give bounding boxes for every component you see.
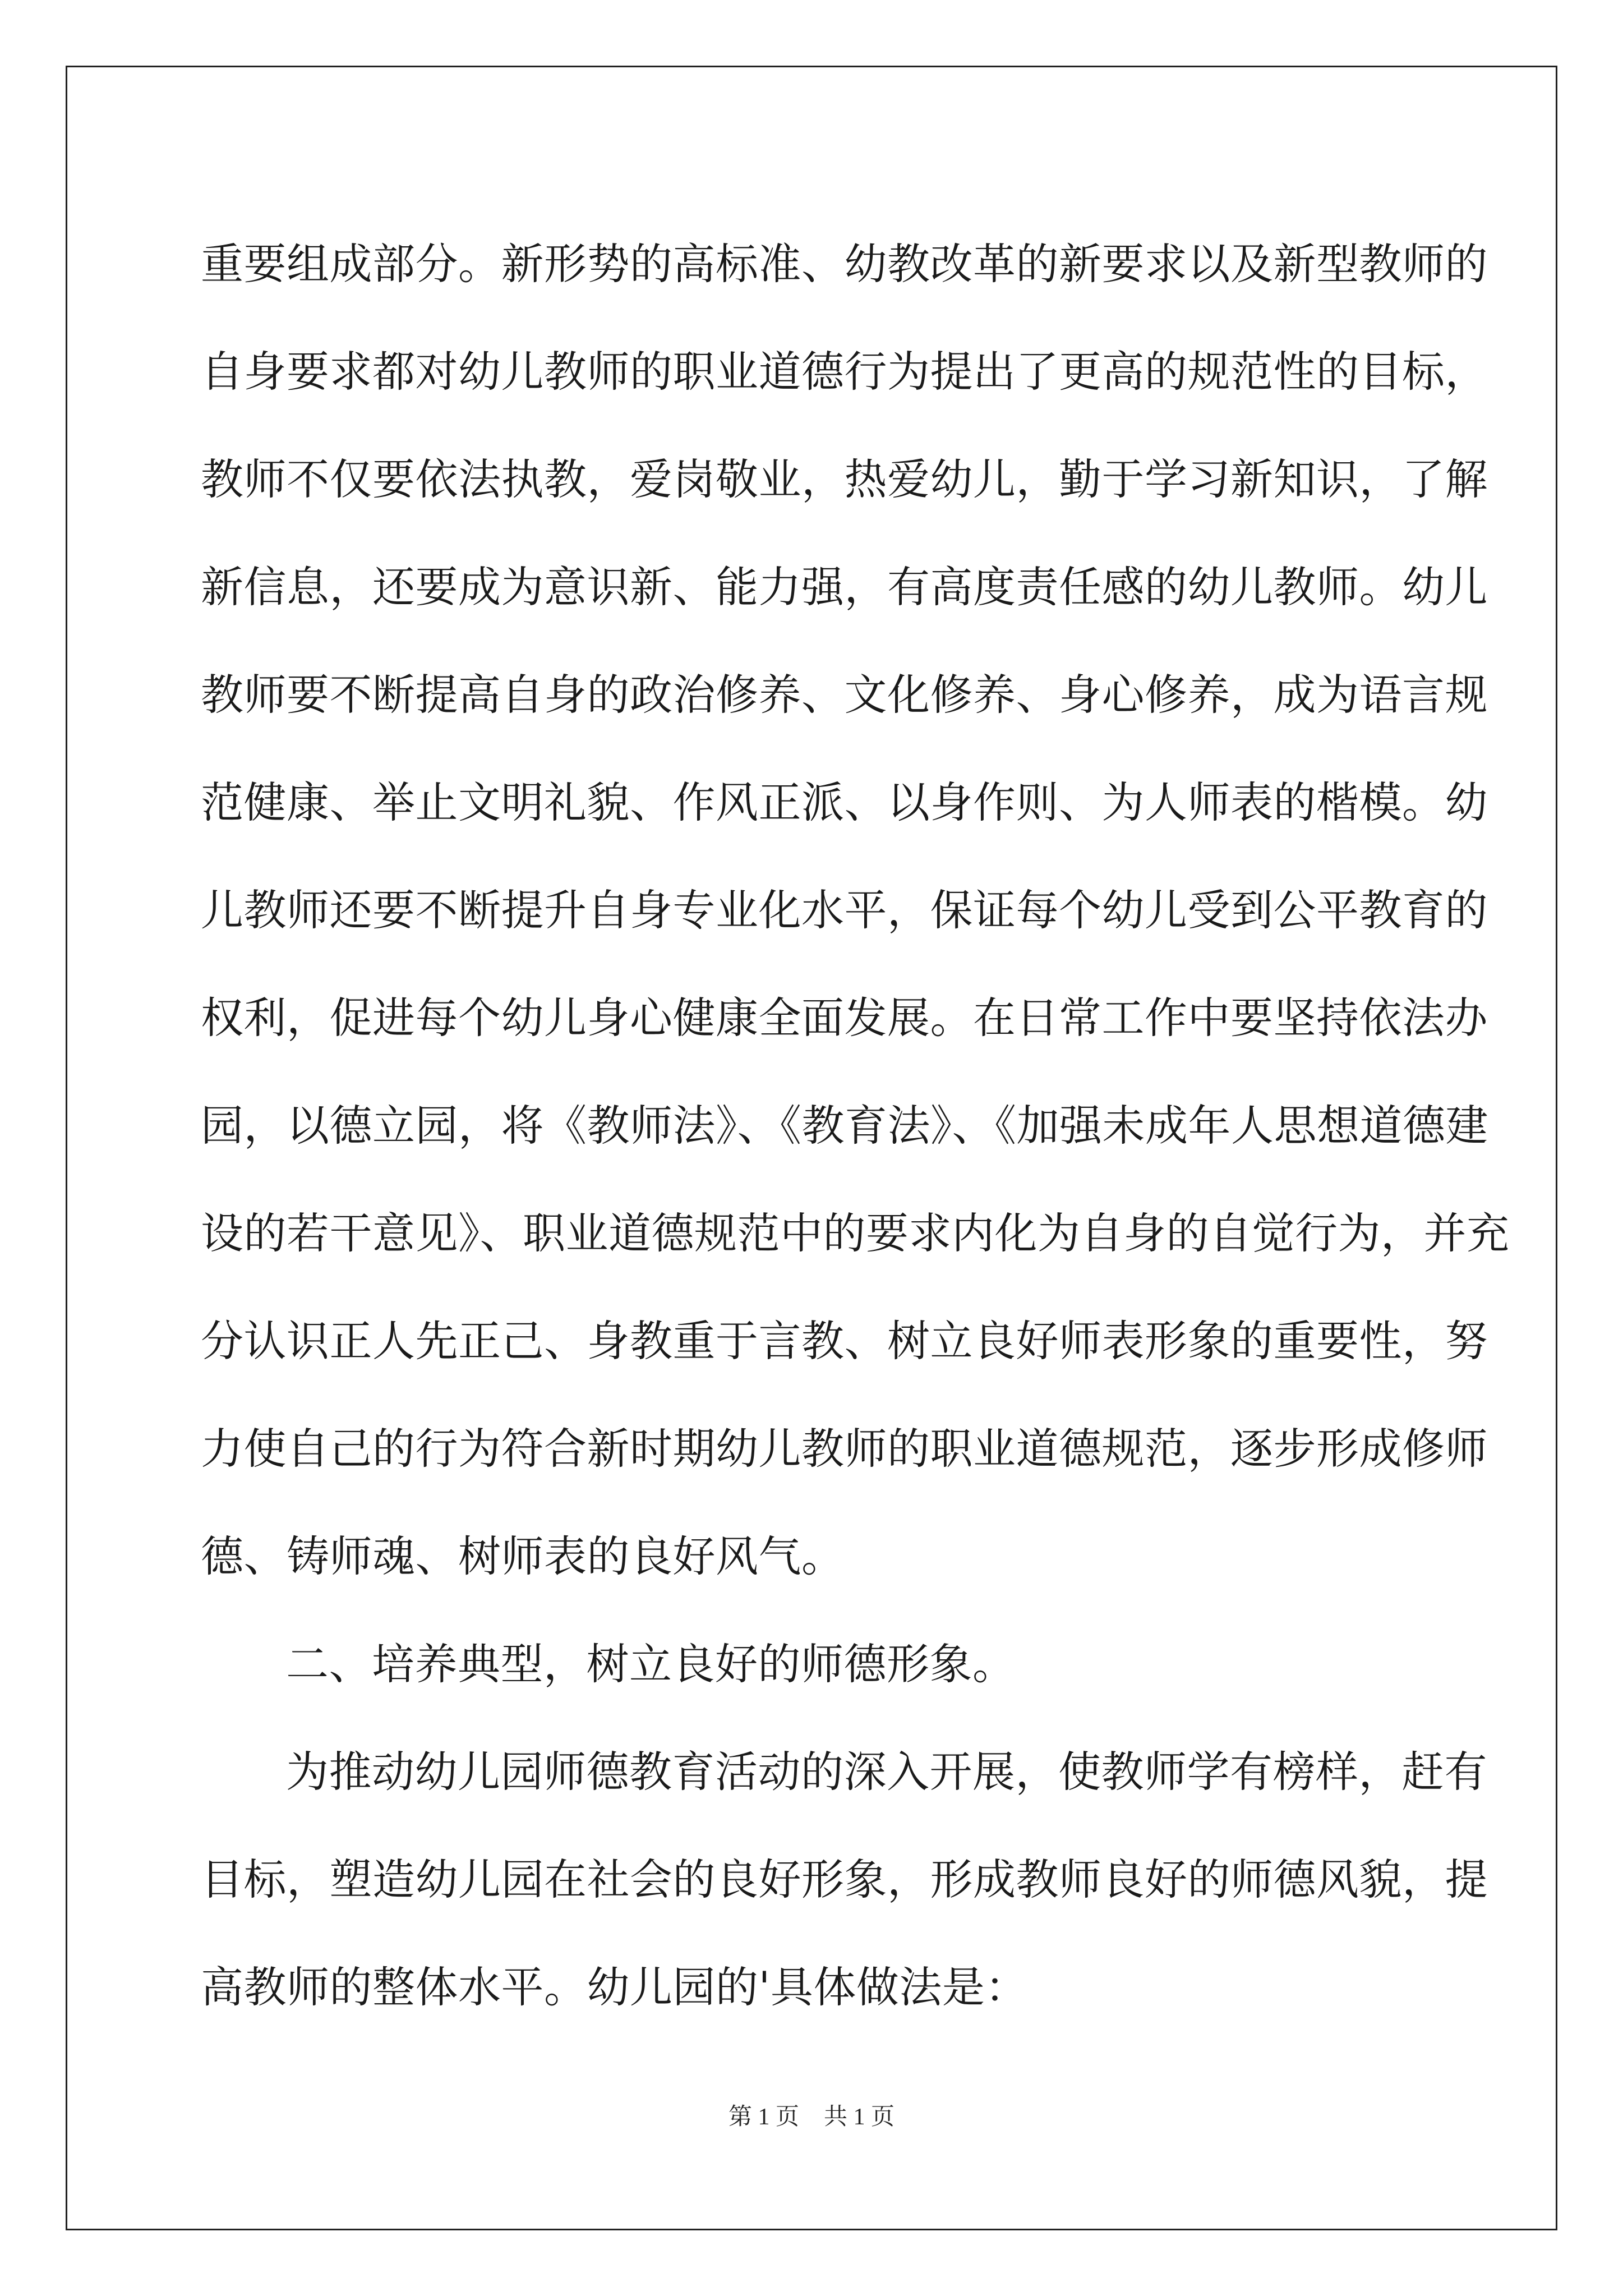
text-line: 自身要求都对幼儿教师的职业道德行为提出了更高的规范性的目标， xyxy=(201,347,1488,397)
text-line: 力使自己的行为符合新时期幼儿教师的职业道德规范，逐步形成修师 xyxy=(201,1424,1488,1474)
document-body xyxy=(201,210,1510,2041)
page-footer xyxy=(0,2098,1623,2132)
text-line: 分认识正人先正己、身教重于言教、树立良好师表形象的重要性，努 xyxy=(201,1316,1488,1366)
text-line: 设的若干意见》、职业道德规范中的要求内化为自身的自觉行为，并充 xyxy=(201,1208,1510,1258)
page-total: 共 1 页 xyxy=(824,2104,895,2130)
text-line: 教师不仅要依法执教，爱岗敬业，热爱幼儿，勤于学习新知识，了解 xyxy=(201,454,1488,504)
section-heading: 二、培养典型，树立良好的师德形象。 xyxy=(286,1639,1016,1689)
text-line: 范健康、举止文明礼貌、作风正派、以身作则、为人师表的楷模。幼 xyxy=(201,777,1488,827)
text-line: 高教师的整体水平。幼儿园的'具体做法是： xyxy=(201,1962,1028,2012)
paragraph-2 xyxy=(201,1718,1488,2041)
text-line: 教师要不断提高自身的政治修养、文化修养、身心修养，成为语言规 xyxy=(201,670,1488,720)
page-number: 第 1 页 xyxy=(728,2104,799,2130)
text-line: 为推动幼儿园师德教育活动的深入开展，使教师学有榜样，赶有 xyxy=(286,1747,1487,1797)
text-line: 儿教师还要不断提升自身专业化水平，保证每个幼儿受到公平教育的 xyxy=(201,885,1488,935)
paragraph-1 xyxy=(201,210,1510,1611)
text-line: 德、铸师魂、树师表的良好风气。 xyxy=(201,1531,845,1581)
text-line: 园，以德立园，将《教师法》、《教育法》、《加强未成年人思想道德建 xyxy=(201,1101,1488,1151)
text-line: 重要组成部分。新形势的高标准、幼教改革的新要求以及新型教师的 xyxy=(201,239,1488,289)
text-line: 新信息，还要成为意识新、能力强，有高度责任感的幼儿教师。幼儿 xyxy=(201,562,1488,612)
text-line: 权利，促进每个幼儿身心健康全面发展。在日常工作中要坚持依法办 xyxy=(201,993,1488,1043)
text-line: 目标，塑造幼儿园在社会的良好形象，形成教师良好的师德风貌，提 xyxy=(201,1855,1488,1904)
